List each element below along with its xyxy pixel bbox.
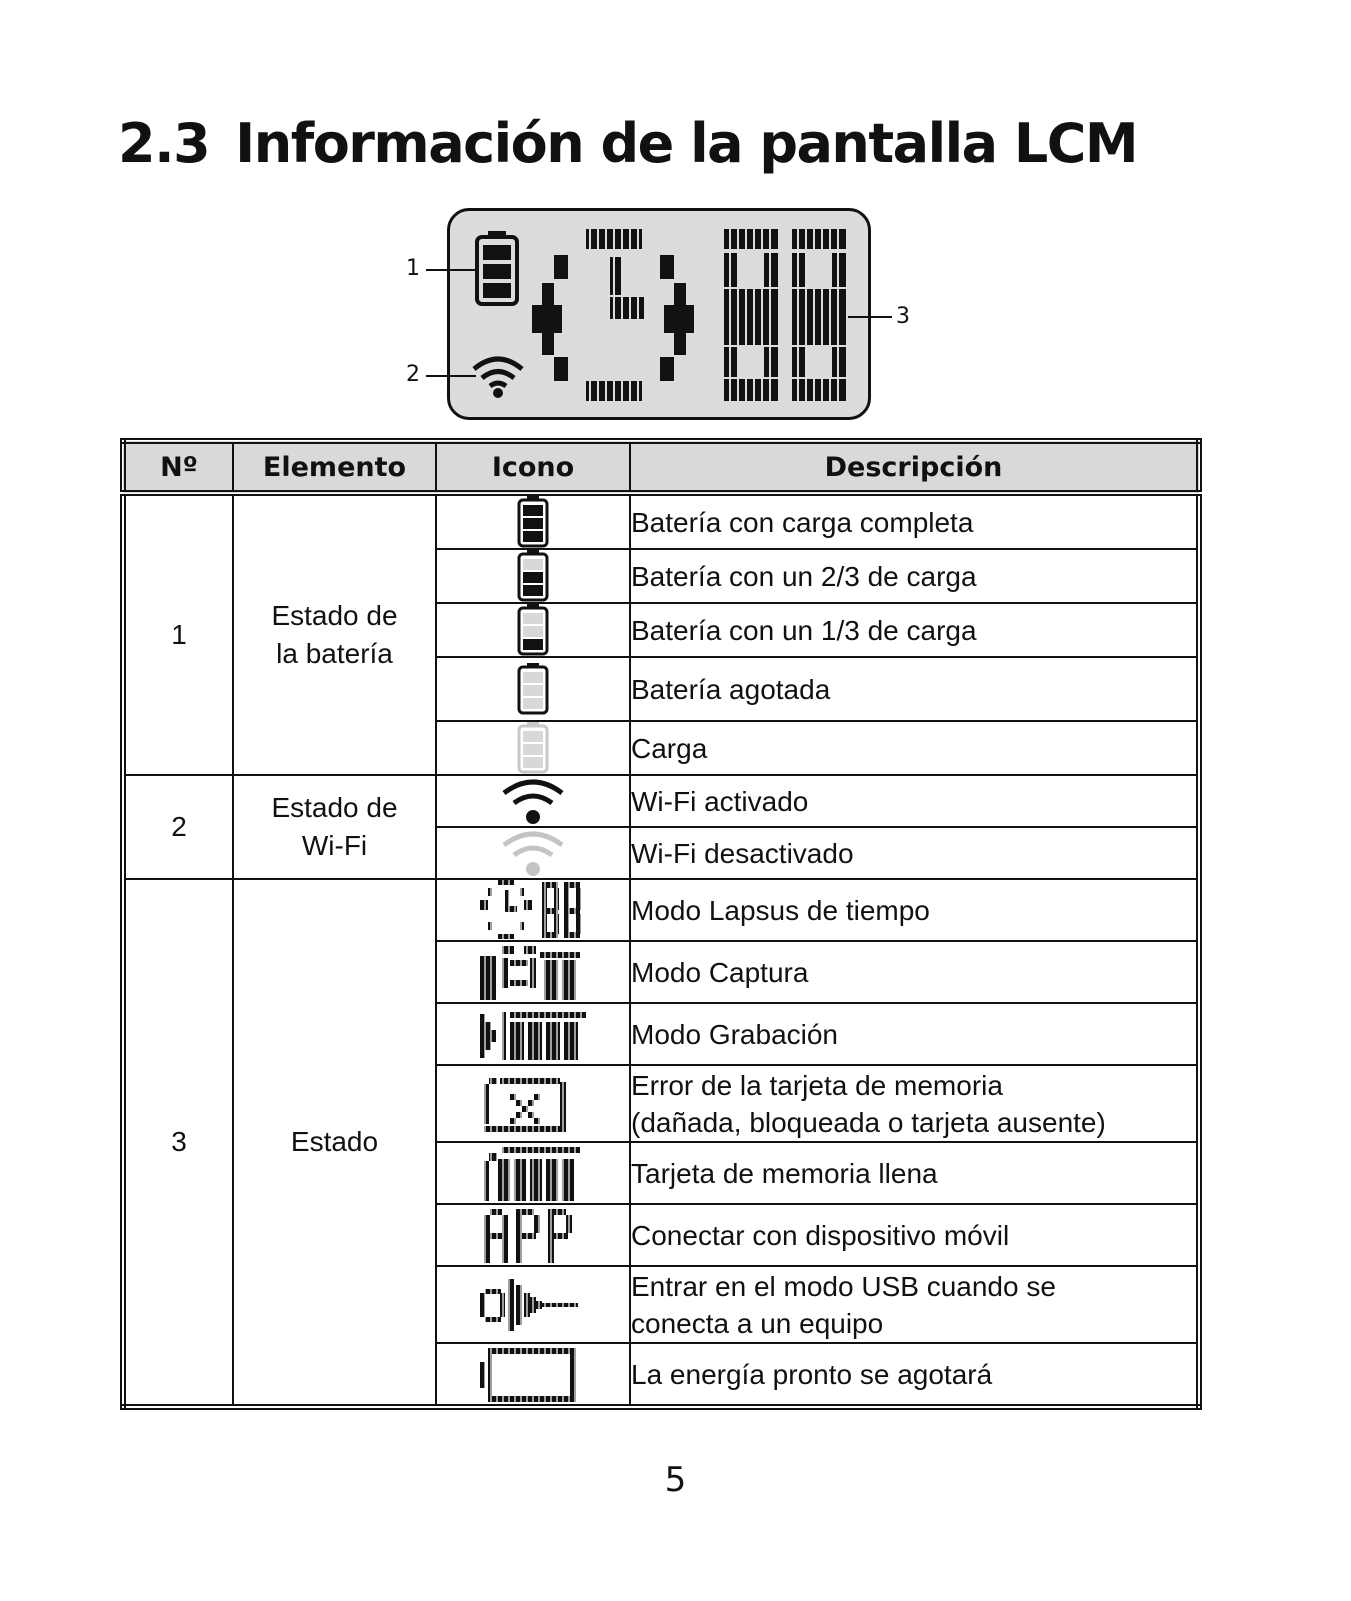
table-row xyxy=(123,493,1199,549)
icon-cell xyxy=(436,827,630,879)
icon-cell xyxy=(436,775,630,827)
icon-cell xyxy=(436,657,630,721)
icon-cell xyxy=(436,603,630,657)
table-row xyxy=(123,879,1199,941)
icon-cell xyxy=(436,1343,630,1407)
header-description: Descripción xyxy=(630,441,1199,493)
battery-two-thirds-icon xyxy=(516,550,550,602)
icon-description: Batería con un 2/3 de carga xyxy=(630,549,1199,603)
icon-cell xyxy=(436,721,630,775)
record-mode-icon xyxy=(480,1004,586,1064)
callout-1: 1 xyxy=(406,256,420,281)
battery-empty-icon xyxy=(516,663,550,715)
section-title xyxy=(118,112,1137,175)
icon-cell xyxy=(436,1003,630,1065)
item-element: Estado xyxy=(233,879,436,1407)
lcm-icon-table xyxy=(120,438,1202,1410)
icon-description: Tarjeta de memoria llena xyxy=(630,1142,1199,1204)
capture-mode-icon xyxy=(480,942,586,1002)
timelapse-mode-icon xyxy=(480,880,586,940)
callout-2: 2 xyxy=(406,362,420,387)
memory-card-error-icon xyxy=(480,1074,586,1134)
callout-3-line xyxy=(848,316,892,318)
lcm-screen xyxy=(447,208,871,420)
lcm-battery-icon xyxy=(474,231,520,307)
battery-one-third-icon xyxy=(516,604,550,656)
lcm-wifi-icon xyxy=(470,353,526,399)
icon-cell xyxy=(436,1065,630,1142)
callout-3: 3 xyxy=(896,304,910,329)
icon-description: Modo Grabación xyxy=(630,1003,1199,1065)
icon-cell xyxy=(436,879,630,941)
icon-cell xyxy=(436,1204,630,1266)
memory-card-full-icon xyxy=(480,1143,586,1203)
icon-description: Modo Captura xyxy=(630,941,1199,1003)
icon-description: Batería con carga completa xyxy=(630,493,1199,549)
callout-2-line xyxy=(426,375,476,377)
lcm-screen-figure xyxy=(400,206,920,431)
app-connect-icon xyxy=(480,1205,586,1265)
icon-description: Batería con un 1/3 de carga xyxy=(630,603,1199,657)
usb-mode-icon xyxy=(480,1275,586,1335)
header-element: Elemento xyxy=(233,441,436,493)
lcm-status-matrix xyxy=(528,227,858,407)
icon-description: Modo Lapsus de tiempo xyxy=(630,879,1199,941)
icon-cell xyxy=(436,493,630,549)
icon-cell xyxy=(436,941,630,1003)
section-title-text: Información de la pantalla LCM xyxy=(235,112,1138,175)
header-number: Nº xyxy=(123,441,233,493)
section-number: 2.3 xyxy=(118,112,210,175)
icon-cell xyxy=(436,1266,630,1343)
icon-cell xyxy=(436,549,630,603)
header-icon: Icono xyxy=(436,441,630,493)
battery-charging-icon xyxy=(516,722,550,774)
table-header-row xyxy=(123,441,1199,493)
icon-description: Wi-Fi activado xyxy=(630,775,1199,827)
item-element: Estado de la batería xyxy=(233,493,436,775)
item-number: 3 xyxy=(123,879,233,1407)
icon-description: Carga xyxy=(630,721,1199,775)
callout-1-line xyxy=(426,269,478,271)
low-power-icon xyxy=(480,1344,586,1404)
wifi-on-icon xyxy=(500,777,566,825)
icon-description: Error de la tarjeta de memoria (dañada, bloqueada o tarjeta ausente) xyxy=(630,1065,1199,1142)
icon-cell xyxy=(436,1142,630,1204)
icon-description: Batería agotada xyxy=(630,657,1199,721)
icon-description: Conectar con dispositivo móvil xyxy=(630,1204,1199,1266)
item-number: 2 xyxy=(123,775,233,879)
item-element: Estado de Wi-Fi xyxy=(233,775,436,879)
icon-description: La energía pronto se agotará xyxy=(630,1343,1199,1407)
battery-full-icon xyxy=(516,496,550,548)
wifi-off-icon xyxy=(500,829,566,877)
icon-description: Wi-Fi desactivado xyxy=(630,827,1199,879)
page-number: 5 xyxy=(664,1460,687,1500)
table-row xyxy=(123,775,1199,827)
icon-description: Entrar en el modo USB cuando se conecta a un equipo xyxy=(630,1266,1199,1343)
item-number: 1 xyxy=(123,493,233,775)
